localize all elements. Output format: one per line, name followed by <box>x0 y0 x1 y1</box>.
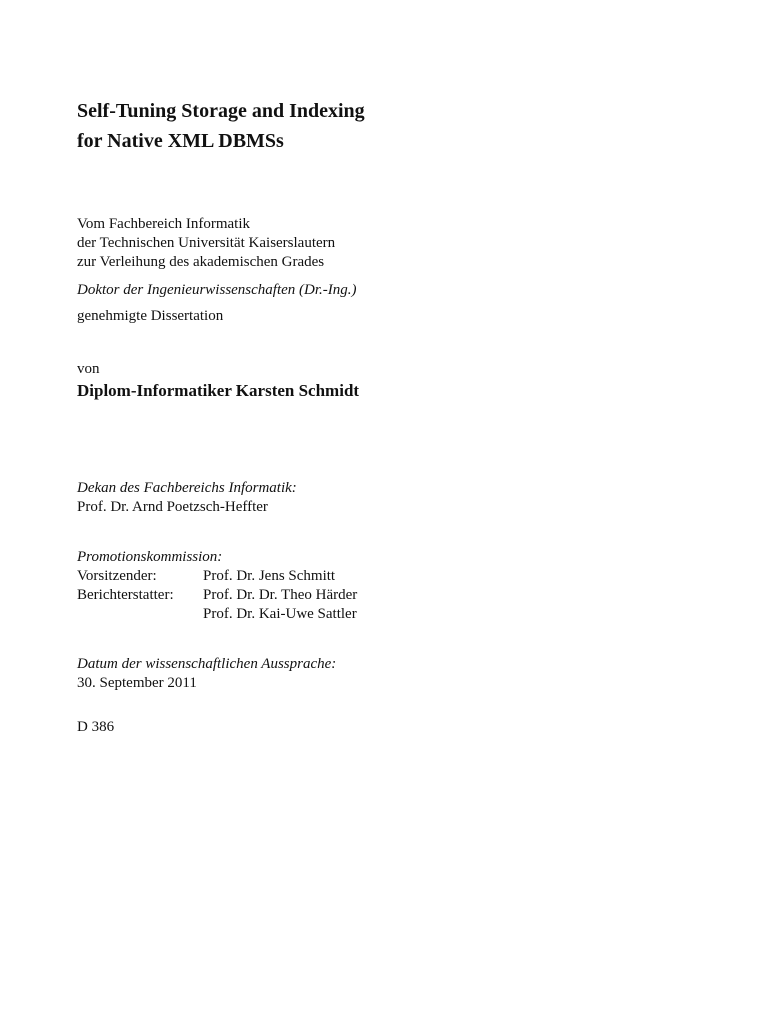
reviewer-1-name: Prof. Dr. Dr. Theo Härder <box>203 587 358 603</box>
dean-section <box>77 479 297 517</box>
reviewers-role: Berichterstatter: <box>77 587 174 603</box>
committee-reviewer-row-2 <box>77 605 357 624</box>
author-name: Diplom-Informatiker Karsten Schmidt <box>77 381 360 400</box>
dean-name: Prof. Dr. Arnd Poetzsch-Heffter <box>77 499 268 515</box>
committee-chair-row <box>77 567 357 586</box>
faculty-line-3: zur Verleihung des akademischen Grades <box>77 254 325 270</box>
thesis-title-line-2: for Native XML DBMSs <box>77 130 284 152</box>
committee-reviewer-row <box>77 586 357 605</box>
dissertation-code: D 386 <box>77 719 115 735</box>
degree-name: Doktor der Ingenieurwissenschaften (Dr.-Ing.) <box>77 282 357 298</box>
faculty-statement <box>77 215 335 272</box>
dean-heading: Dekan des Fachbereichs Informatik: <box>77 480 297 496</box>
thesis-title-line-1: Self-Tuning Storage and Indexing <box>77 100 365 122</box>
defense-date: 30. September 2011 <box>77 675 197 691</box>
by-label: von <box>77 361 100 377</box>
approved-dissertation: genehmigte Dissertation <box>77 308 224 324</box>
defense-heading: Datum der wissenschaftlichen Aussprache: <box>77 656 337 672</box>
chair-name: Prof. Dr. Jens Schmitt <box>203 568 336 584</box>
reviewer-2-name: Prof. Dr. Kai-Uwe Sattler <box>203 606 357 622</box>
faculty-line-1: Vom Fachbereich Informatik <box>77 216 251 232</box>
chair-role: Vorsitzender: <box>77 568 157 584</box>
defense-section <box>77 655 336 693</box>
faculty-line-2: der Technischen Universität Kaiserslautern <box>77 235 336 251</box>
committee-section <box>77 548 357 624</box>
thesis-title <box>77 96 365 156</box>
committee-heading: Promotionskommission: <box>77 549 223 565</box>
